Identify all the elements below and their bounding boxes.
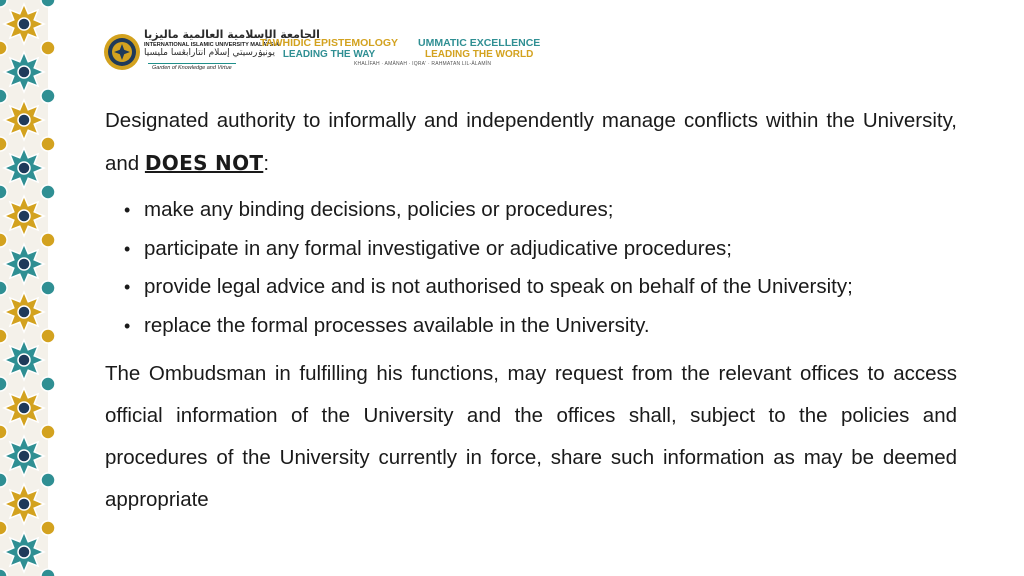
bullet-icon: • <box>124 315 131 336</box>
tagline-tawhidic-line1: TAWHIDIC EPISTEMOLOGY <box>260 37 399 49</box>
bullet-icon: • <box>124 238 131 259</box>
bullet-icon: • <box>124 277 131 297</box>
ombudsman-paragraph: The Ombudsman in fulfilling his functions, may request from the relevant offices to access official information of the University and the offices shall, subject to the policies and procedures of the University currently in force, share such information as may be deemed appropriate <box>105 362 957 511</box>
tagline-ummatic-line1: UMMATIC EXCELLENCE <box>418 37 541 49</box>
tagline-tawhidic <box>260 38 398 60</box>
tagline-ummatic <box>418 38 540 60</box>
bullet-icon: • <box>124 200 131 220</box>
list-item <box>124 268 957 307</box>
bullet-list <box>105 191 957 345</box>
decorative-border-pattern <box>0 0 48 576</box>
intro-colon: : <box>263 152 270 175</box>
tagline-ummatic-line2: LEADING THE WORLD <box>424 49 534 60</box>
tagline-tawhidic-line2: LEADING THE WAY <box>282 49 376 60</box>
list-item-text: participate in any formal investigative or adjudicative procedures; <box>144 236 732 260</box>
does-not-emphasis: DOES NOT <box>144 151 264 175</box>
header-banner <box>100 28 580 80</box>
list-item-text: make any binding decisions, policies or procedures; <box>144 198 614 221</box>
university-name-jawi: يونيۏرسيتي إسلام انتارابڠسا مليسيا <box>144 48 275 58</box>
core-values-line: KHALĪFAH · AMĀNAH · IQRA' · RAHMATAN LIL-ĀLAMĪN <box>354 61 492 67</box>
university-crest-icon <box>102 32 142 72</box>
list-item <box>124 191 957 230</box>
list-item <box>124 230 957 269</box>
university-name-english: INTERNATIONAL ISLAMIC UNIVERSITY MALAYSIA <box>144 42 279 48</box>
geometric-pattern-icon <box>0 0 48 576</box>
intro-text: Designated authority to informally and independently manage conflicts within the University, and <box>105 109 957 175</box>
intro-paragraph <box>105 100 957 185</box>
slide-content <box>105 100 957 542</box>
list-item-text: provide legal advice and is not authorised to speak on behalf of the University; <box>144 275 853 298</box>
list-item <box>124 307 957 346</box>
university-name-arabic: الجامعة الإسلامية العالمية ماليزيا <box>144 28 320 41</box>
list-item-text: replace the formal processes available in the University. <box>144 313 650 337</box>
university-tagline: Garden of Knowledge and Virtue <box>148 63 236 71</box>
